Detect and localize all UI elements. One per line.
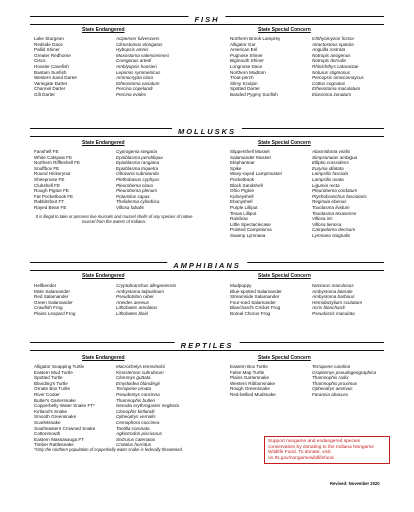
scientific-name: Lepomis symmetricus [116,69,161,75]
common-name: Boreal Chorus Frog [230,310,271,316]
scientific-name: Epioblasma rangiana [116,160,160,166]
common-name: Butler's Gartersnake [34,397,76,403]
mollusks-endangered-list [34,149,198,211]
common-name: Ornate Box Turtle [34,386,71,392]
common-name: Alligator Snapping Turtle [34,364,85,369]
common-name: Red-bellied Mudsnake [230,391,276,397]
common-name: Greater Redhorse [34,52,71,58]
fish-concern-heading: State Special Concern [258,27,311,33]
amphibians-section [30,262,384,330]
scientific-name: Tantilla coronata [116,425,150,431]
common-name: Western Ribbonsnake [230,380,276,386]
scientific-name: Toxolasma texasense [312,210,357,216]
amphibians-endangered-heading: State Endangered [82,273,125,279]
scientific-name: Agkistrodon piscivorus [116,431,162,437]
reptiles-section [30,342,384,502]
scientific-name: Campeloma decisum [312,227,356,233]
donation-callout: Support nongame and endangered species conservation by donating to the Indiana Nongame Wildlife Fund. To donate, visit: on.IN.gov/nongamewildlifefund [264,436,390,464]
scientific-name: Necturus maculosus [312,283,354,288]
common-name: Pointed Campeloma [230,227,272,233]
common-name: Rayed Bean FE [34,204,67,210]
scientific-name: Percopsis omiscomaycus [312,75,364,81]
scientific-name: Alasmidonta viridis [312,149,351,154]
amphibians-endangered-list [34,283,198,317]
common-name: Timber Rattlesnake [34,442,74,448]
scientific-name: Lampsilis ovata [312,176,344,182]
common-name: Slippershell Mussel [230,149,270,154]
common-name: White Catspaw FE [34,154,73,160]
common-name: Rough Pigtoe FE [34,188,69,194]
common-name: Plains Gartersnake [230,375,270,381]
common-name: Scarletsnake [34,419,61,425]
scientific-name: Noturus stigmosus [312,69,351,75]
scientific-name: Etheostoma variatum [116,80,160,86]
scientific-name: Lithobates blairi [116,310,149,316]
scientific-name: Anguilla rostrata [312,47,346,53]
common-name: Black Sandshell [230,182,263,188]
scientific-name: Opheodrys aestivus [312,386,353,392]
copperbelly-footnote: *Only the northern population of copperbelly water snake is federally threatened. [34,447,183,452]
scientific-name: Elassoma zonatum [312,91,352,97]
common-name: Northern Riffleshell FE [34,160,81,166]
scientific-name: Hybopsis amnis [116,47,149,53]
scientific-name: Notropis dorsalis [312,58,347,64]
common-name: Ohio Pigtoe [230,188,255,194]
reptiles-concern-heading: State Special Concern [258,355,311,361]
common-name: Mole Salamander [34,288,71,294]
common-name: Blue-spotted Salamander [230,288,282,294]
scientific-name: Hemidactylium scutatum [312,299,363,305]
amphibians-header [30,262,384,271]
common-name: Blanchard's Cricket Frog [230,305,281,311]
common-name: Red Salamander [34,294,69,300]
common-name: Northern Brook Lamprey [230,36,281,41]
common-name: Bantam Sunfish [34,69,67,75]
scientific-name: Graptemys pseudogeographica [312,369,377,375]
common-name: Longnose Dace [230,63,263,69]
common-name: Hellbender [34,283,57,288]
scientific-name: Pleurobema cordatum [312,188,358,194]
mollusks-endangered-heading: State Endangered [82,140,125,146]
scientific-name: Villosa lienosa [312,221,342,227]
common-name: American Eel [230,47,258,53]
scientific-name: Theliderma cylindrica [116,199,160,205]
scientific-name: Epioblasma triquetra [116,165,159,171]
scientific-name: Sistrurus catenatus [116,436,156,442]
scientific-name: Moxostoma valenciennesi [116,52,169,58]
scientific-name: Potamilus capax [116,193,150,199]
common-name: Bigmouth Shiner [230,58,264,64]
scientific-name: Elliptio crassidens [312,160,349,166]
scientific-name: Ammocrypta clara [116,75,154,81]
scientific-name: Cryptobranchus alleganiensis [116,283,177,288]
common-name: Alligator Gar [230,41,256,47]
common-name: Eastern Box Turtle [230,364,268,369]
common-name: Eastern Massasauga FT [34,436,85,442]
common-name: Elephantear [230,160,255,166]
common-name: Rough Greensnake [230,386,270,392]
revised-date: Revised: November 2020 [330,481,380,486]
common-name: Slimy Sculpin [230,80,258,86]
common-name: Northern Madtom [230,69,266,75]
mollusks-section [30,128,384,260]
scientific-name: Villosa fabalis [116,204,145,210]
common-name: Southeastern Crowned Snake [34,425,96,431]
common-name: Streamside Salamander [230,294,280,300]
scientific-name: Clemmys guttata [116,375,151,381]
species-row [34,92,198,98]
scientific-name: Pseudacris maculata [312,310,355,316]
scientific-name: Ambystoma barbouri [312,294,355,300]
common-name: Swamp Lymnaea [230,232,266,238]
scientific-name: Pleurobema plenum [116,188,158,194]
common-name: Pallid Shiner [34,47,60,53]
common-name: Kidneyshell [230,193,254,199]
scientific-name: Terrapene carolina [312,364,351,369]
reptiles-title: REPTILES [175,342,240,350]
scientific-name: Lampsilis fasciola [312,171,348,177]
common-name: Spotted Turtle [34,375,63,381]
scientific-name: Macrochelys temminckii [116,364,165,369]
common-name: Banded Pygmy Sunfish [230,91,278,97]
mollusks-concern-list [230,149,394,239]
common-name: Wavy-rayed Lampmussel [230,171,282,177]
scientific-name: Farancia abacura [312,391,348,397]
scientific-name: Villosa iris [312,216,333,222]
fish-header [30,16,384,25]
common-name: Rabbitsfoot FT [34,199,65,205]
scientific-name: Amblyopsis hoosieri [116,63,157,69]
common-name: Lake Sturgeon [34,36,64,41]
scientific-name: Eurynia dilatata [312,165,344,171]
reptiles-endangered-heading: State Endangered [82,355,125,361]
common-name: Clubshell FE [34,182,61,188]
scientific-name: Atractosteus spatula [312,41,354,47]
common-name: Spotted Darter [230,86,260,92]
scientific-name: Acipenser fulvescens [116,36,160,41]
scientific-name: Simpsonaias ambigua [312,154,358,160]
scientific-name: Pleurobema clava [116,182,153,188]
scientific-name: Opheodrys vernalis [116,414,156,420]
common-name: Channel Darter [34,86,66,92]
scientific-name: Ambystoma talpoideum [116,288,165,294]
common-name: Western Sand Darter [34,75,78,81]
scientific-name: Kinosternon subrubrum [116,369,164,375]
common-name: Eastern Mud Turtle [34,369,73,375]
common-name: River Cooter [34,391,60,397]
mollusks-header [30,128,384,137]
scientific-name: Etheostoma maculatum [312,86,361,92]
scientific-name: Percina copelandi [116,86,153,92]
common-name: Salamander Mussel [230,154,271,160]
common-name: Cottonmouth [34,431,61,437]
common-name: Spike [230,165,242,171]
common-name: Snuffbox FE [34,165,60,171]
common-name: Gilt Darter [34,91,55,97]
scientific-name: Toxolasma lividum [312,204,350,210]
scientific-name: Rhinichthys cataractae [312,63,359,69]
common-name: Sheepnose FE [34,176,65,182]
species-row [230,233,394,239]
common-name: Round Hickorynut [34,171,71,177]
common-name: Pugnose Shiner [230,52,263,58]
scientific-name: Ichthyomyzon fossor [312,36,355,41]
mollusks-concern-heading: State Special Concern [258,140,311,146]
scientific-name: Epioblasma perobliqua [116,154,163,160]
scientific-name: Thamnophis radix [312,375,349,381]
common-name: Cisco [34,58,46,64]
species-row [230,92,394,98]
reptiles-endangered-list [34,364,198,448]
common-name: Pocketbook [230,176,255,182]
common-name: Hoosier Cavefish [34,63,69,69]
common-name: Crawfish Frog [34,305,63,311]
scientific-name: Percina evides [116,91,147,97]
scientific-name: Cyprogenia stegaria [116,149,158,154]
common-name: Ebonyshell [230,199,253,205]
scientific-name: Pseudemys concinna [116,391,160,397]
scientific-name: Aneides aeneus [116,299,149,305]
common-name: Variegate Darter [34,80,68,86]
scientific-name: Terrapene ornata [116,386,152,392]
common-name: Four-toed Salamander [230,299,276,305]
scientific-name: Crotalus horridus [116,442,151,448]
common-name: Fat Pocketbook FE [34,193,74,199]
reptiles-header [30,342,384,351]
mussel-legal-note: It is illegal to take or possess live mussels and mussel shells of any species of native mussel from the waters of Indiana. [35,214,193,224]
scientific-name: Notropis anogenus [312,52,351,58]
common-name: False Map Turtle [230,369,265,375]
scientific-name: Ambystoma laterale [312,288,353,294]
scientific-name: Cottus cognatus [312,80,346,86]
scientific-name: Plethobasus cyphyus [116,176,160,182]
common-name: Kirtland's Snake [34,408,68,414]
species-row [34,205,198,211]
species-row [230,392,394,398]
species-row [230,311,394,317]
scientific-name: Ligumia recta [312,182,340,188]
scientific-name: Reginaia ebenus [312,199,347,205]
scientific-name: Ptychobranchus fasciolaris [312,193,367,199]
scientific-name: Coregonus artedi [116,58,152,64]
fish-endangered-list [34,36,198,98]
common-name: Texas Lilliput [230,210,257,216]
common-name: Blanding's Turtle [34,380,68,386]
scientific-name: Emydoidea blandingii [116,380,160,386]
reptiles-concern-list [230,364,394,398]
common-name: Smooth Greensnake [34,414,77,420]
amphibians-concern-list [230,283,394,317]
common-name: Redside Dace [34,41,63,47]
common-name: Little Spectaclecase [230,221,271,227]
scientific-name: Acris blanchardi [312,305,345,311]
common-name: Purple Lilliput [230,204,258,210]
common-name: Copperbelly Water Snake FT* [34,403,95,409]
species-row [34,311,198,317]
mollusks-title: MOLLUSKS [172,128,242,136]
fish-concern-list [230,36,394,98]
amphibians-title: AMPHIBIANS [167,262,247,270]
common-name: Fanshell FE [34,149,59,154]
scientific-name: Clinostomus elongatus [116,41,163,47]
scientific-name: Obovaria subrotunda [116,171,159,177]
fish-title: FISH [188,16,225,24]
common-name: Plains Leopard Frog [34,310,76,316]
scientific-name: Pseudotriton ruber [116,294,154,300]
fish-endangered-heading: State Endangered [82,27,125,33]
scientific-name: Clonophis kirtlandii [116,408,155,414]
fish-section [30,16,384,126]
common-name: Rainbow [230,216,248,222]
common-name: Trout-perch [230,75,254,81]
common-name: Mudpuppy [230,283,252,288]
scientific-name: Lymnaea stagnalis [312,232,351,238]
common-name: Green Salamander [34,299,73,305]
scientific-name: Cemophora coccinea [116,419,160,425]
scientific-name: Thamnophis proximus [312,380,358,386]
scientific-name: Lithobates areolatus [116,305,158,311]
scientific-name: Nerodia erythrogaster neglecta [116,403,180,409]
amphibians-concern-heading: State Special Concern [258,273,311,279]
scientific-name: Thamnophis butleri [116,397,156,403]
